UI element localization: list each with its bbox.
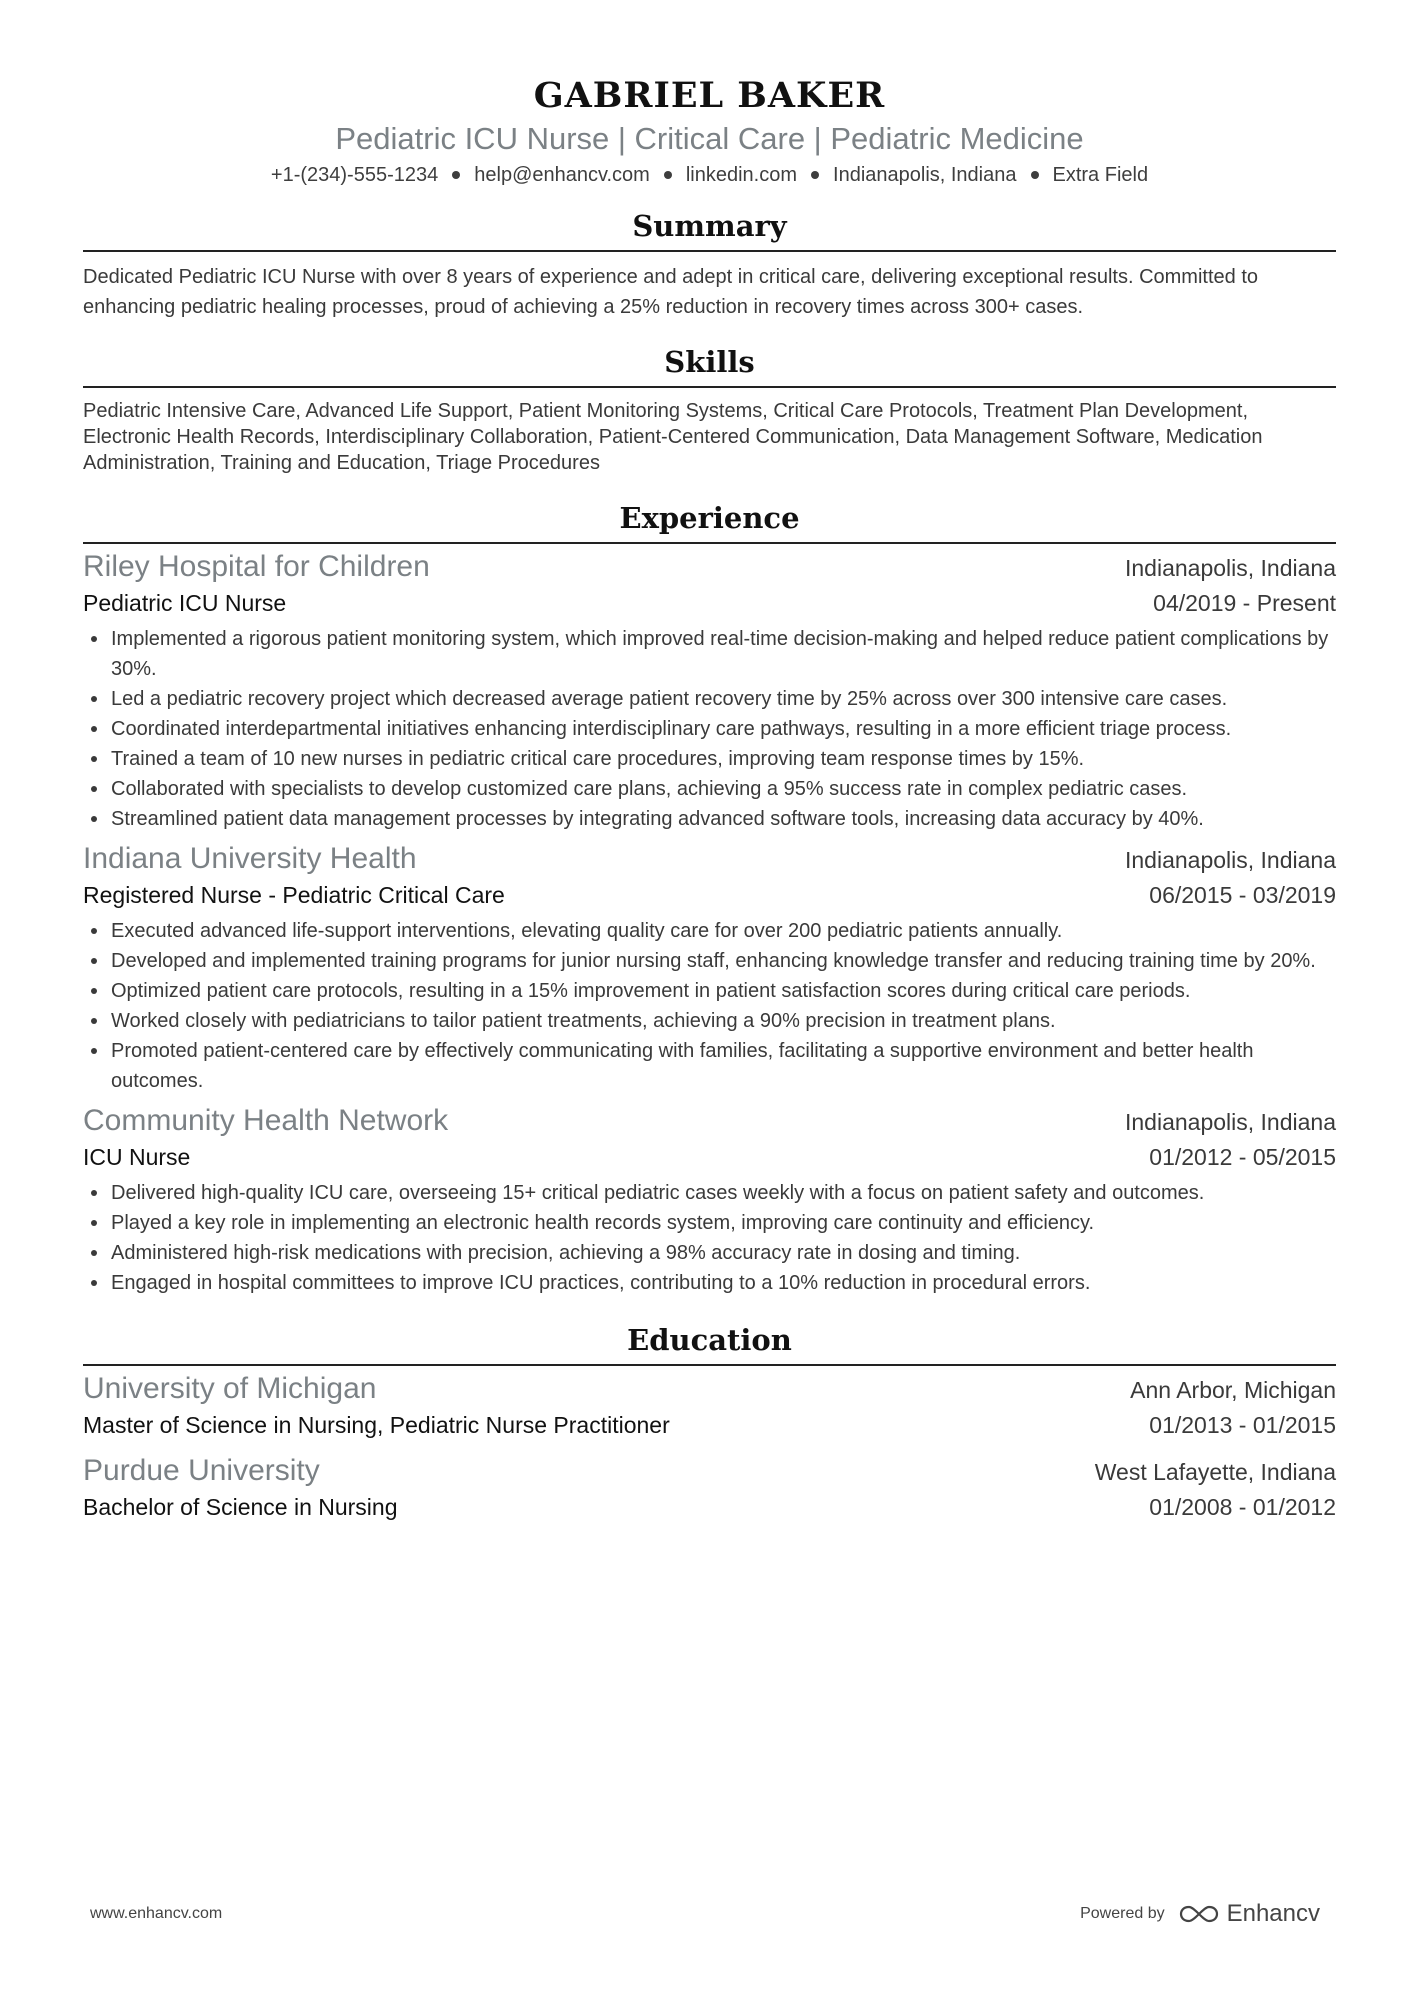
section-title-experience: Experience	[619, 501, 800, 535]
list-item: Administered high-risk medications with precision, achieving a 98% accuracy rate in dosing and timing.	[83, 1238, 1336, 1268]
list-item: Delivered high-quality ICU care, overseeing 15+ critical pediatric cases weekly with a focus on patient safety and outcomes.	[83, 1178, 1336, 1208]
bullet-icon	[91, 1280, 97, 1286]
bullet-icon	[91, 816, 97, 822]
list-item: Executed advanced life-support interventions, elevating quality care for over 200 pediatric patients annually.	[83, 916, 1336, 946]
section-divider	[83, 1364, 1336, 1366]
summary-section	[83, 206, 1336, 322]
education-entry	[83, 1370, 1336, 1442]
list-item: Promoted patient-centered care by effectively communicating with families, facilitating a supportive environment and better health outcomes.	[83, 1036, 1336, 1096]
section-title-education: Education	[627, 1323, 792, 1357]
job-dates: 06/2015 - 03/2019	[1149, 882, 1336, 908]
contact-extra-field: Extra Field	[1052, 164, 1149, 186]
bullet-separator-icon	[1031, 171, 1039, 179]
job-title: Pediatric ICU Nurse	[83, 590, 287, 616]
skills-text: Pediatric Intensive Care, Advanced Life Support, Patient Monitoring Systems, Critical Care Protocols, Treatment Plan Development, Electronic Health Records, Interdisciplinary Collaboration, Patient-Centered Communication, Data Management Software, Medication Administration, Training and Education, Triage Procedures	[83, 400, 1263, 474]
list-item: Played a key role in implementing an electronic health records system, improving care continuity and efficiency.	[83, 1208, 1336, 1238]
contact-email: help@enhancv.com	[474, 164, 650, 186]
employer-location: Indianapolis, Indiana	[1125, 555, 1336, 581]
bullet-separator-icon	[664, 171, 672, 179]
list-item: Trained a team of 10 new nurses in pediatric critical care procedures, improving team response times by 15%.	[83, 744, 1336, 774]
job-title: Registered Nurse - Pediatric Critical Care	[83, 882, 505, 908]
school-name: Purdue University	[83, 1454, 320, 1487]
bullet-icon	[91, 756, 97, 762]
list-item: Collaborated with specialists to develop customized care plans, achieving a 95% success rate in complex pediatric cases.	[83, 774, 1336, 804]
section-title-summary: Summary	[632, 209, 787, 243]
employer-name: Indiana University Health	[83, 842, 417, 875]
education-dates: 01/2013 - 01/2015	[1149, 1412, 1336, 1438]
job-title: ICU Nurse	[83, 1144, 191, 1170]
list-item: Engaged in hospital committees to improve ICU practices, contributing to a 10% reduction in procedural errors.	[83, 1268, 1336, 1298]
experience-section	[83, 498, 1336, 1298]
brand-logo	[1179, 1900, 1320, 1928]
contact-line	[83, 160, 1336, 190]
experience-entry	[83, 840, 1336, 1096]
bullet-icon	[91, 636, 97, 642]
bullet-icon	[91, 726, 97, 732]
infinity-logo-icon	[1179, 1903, 1219, 1925]
bullet-icon	[91, 1018, 97, 1024]
bullet-icon	[91, 786, 97, 792]
bullet-icon	[91, 1190, 97, 1196]
contact-phone: +1-(234)-555-1234	[270, 164, 439, 186]
bullet-separator-icon	[452, 171, 460, 179]
school-location: West Lafayette, Indiana	[1094, 1459, 1336, 1485]
bullet-icon	[91, 1250, 97, 1256]
education-entry	[83, 1452, 1336, 1524]
brand-name: Enhancv	[1226, 1900, 1320, 1927]
school-name: University of Michigan	[83, 1372, 377, 1405]
bullet-icon	[91, 928, 97, 934]
employer-location: Indianapolis, Indiana	[1125, 847, 1336, 873]
resume-footer	[90, 1900, 1320, 1928]
list-item: Coordinated interdepartmental initiatives enhancing interdisciplinary care pathways, resulting in a more efficient triage process.	[83, 714, 1336, 744]
contact-linkedin: linkedin.com	[685, 164, 798, 186]
list-item: Streamlined patient data management processes by integrating advanced software tools, increasing data accuracy by 40%.	[83, 804, 1336, 834]
candidate-headline: Pediatric ICU Nurse | Critical Care | Pediatric Medicine	[335, 121, 1084, 156]
job-dates: 01/2012 - 05/2015	[1149, 1144, 1336, 1170]
list-item: Worked closely with pediatricians to tailor patient treatments, achieving a 90% precision in treatment plans.	[83, 1006, 1336, 1036]
section-title-skills: Skills	[664, 345, 755, 379]
experience-entry	[83, 548, 1336, 834]
website-link[interactable]: www.enhancv.com	[90, 1905, 223, 1922]
achievement-list	[83, 624, 1336, 834]
bullet-separator-icon	[811, 171, 819, 179]
bullet-icon	[91, 958, 97, 964]
employer-name: Riley Hospital for Children	[83, 550, 430, 583]
powered-by-badge[interactable]	[1080, 1900, 1320, 1928]
list-item: Developed and implemented training programs for junior nursing staff, enhancing knowledge transfer and reducing training time by 20%.	[83, 946, 1336, 976]
list-item: Optimized patient care protocols, resulting in a 15% improvement in patient satisfaction scores during critical care periods.	[83, 976, 1336, 1006]
education-dates: 01/2008 - 01/2012	[1149, 1494, 1336, 1520]
achievement-list	[83, 916, 1336, 1096]
experience-entry	[83, 1102, 1336, 1298]
list-item: Implemented a rigorous patient monitoring system, which improved real-time decision-making and helped reduce patient complications by 30%.	[83, 624, 1336, 684]
list-item: Led a pediatric recovery project which decreased average patient recovery time by 25% across over 300 intensive care cases.	[83, 684, 1336, 714]
skills-section	[83, 342, 1336, 476]
resume-header	[83, 0, 1336, 190]
bullet-icon	[91, 988, 97, 994]
bullet-icon	[91, 696, 97, 702]
degree-name: Master of Science in Nursing, Pediatric Nurse Practitioner	[83, 1412, 670, 1438]
employer-name: Community Health Network	[83, 1104, 449, 1137]
candidate-name: GABRIEL BAKER	[533, 75, 886, 116]
section-divider	[83, 386, 1336, 388]
summary-text: Dedicated Pediatric ICU Nurse with over 8 years of experience and adept in critical care, delivering exceptional results. Committed to enhancing pediatric healing processes, proud of achieving a 25% reduction in recovery times across 300+ cases.	[83, 266, 1258, 318]
bullet-icon	[91, 1048, 97, 1054]
school-location: Ann Arbor, Michigan	[1130, 1377, 1336, 1403]
employer-location: Indianapolis, Indiana	[1125, 1109, 1336, 1135]
resume-page	[83, 0, 1336, 1524]
contact-location: Indianapolis, Indiana	[833, 164, 1017, 186]
degree-name: Bachelor of Science in Nursing	[83, 1494, 398, 1520]
education-section	[83, 1320, 1336, 1524]
achievement-list	[83, 1178, 1336, 1298]
section-divider	[83, 542, 1336, 544]
section-divider	[83, 250, 1336, 252]
job-dates: 04/2019 - Present	[1153, 590, 1336, 616]
powered-by-label: Powered by	[1080, 1905, 1165, 1922]
bullet-icon	[91, 1220, 97, 1226]
